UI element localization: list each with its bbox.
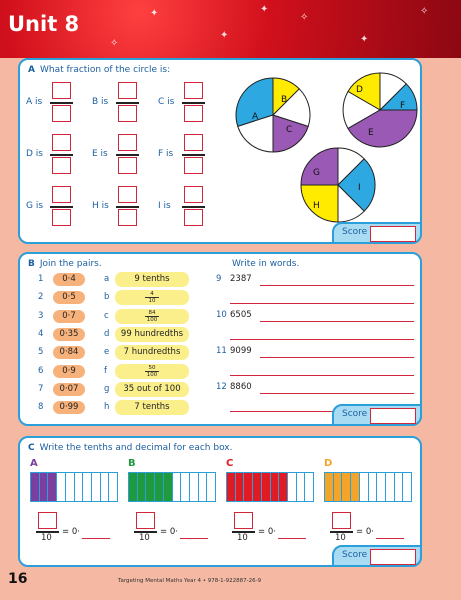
shaded-tenth xyxy=(129,473,138,501)
shaded-tenth xyxy=(262,473,271,501)
shaded-tenth xyxy=(236,473,245,501)
shaded-tenth xyxy=(31,473,40,501)
decimal-answer-line[interactable] xyxy=(376,538,404,539)
box-label: A xyxy=(30,458,38,469)
pair-letter: c xyxy=(104,310,109,321)
decimal-pill[interactable]: 0·7 xyxy=(53,310,85,323)
fraction-item-label: G is xyxy=(26,201,44,211)
unit-title: Unit 8 xyxy=(8,12,80,36)
decimal-pill[interactable]: 0·4 xyxy=(53,273,85,286)
unshaded-tenth xyxy=(305,473,313,501)
score-input-a[interactable] xyxy=(370,226,416,242)
pair-number: 3 xyxy=(38,310,44,321)
denominator-input[interactable] xyxy=(184,157,203,174)
decimal-answer-line[interactable] xyxy=(82,538,110,539)
fraction-denominator: 10 xyxy=(145,297,159,304)
decimal-pill[interactable]: 0·9 xyxy=(53,365,85,378)
footer-text: Targeting Mental Maths Year 4 • 978-1-922887-26-9 xyxy=(118,578,262,584)
unshaded-tenth xyxy=(101,473,110,501)
score-tab-c xyxy=(332,545,422,567)
unshaded-tenth xyxy=(92,473,101,501)
answer-line[interactable] xyxy=(230,303,414,304)
score-label: Score xyxy=(342,550,368,560)
fraction-bar xyxy=(116,206,139,208)
answer-line[interactable] xyxy=(260,321,414,322)
sparkle-icon: ✦ xyxy=(360,34,369,45)
section-b-heading: B Join the pairs. xyxy=(28,259,102,269)
denominator-label: 10 xyxy=(335,533,346,543)
section-a-panel xyxy=(18,58,422,244)
answer-line[interactable] xyxy=(230,339,414,340)
answer-line[interactable] xyxy=(260,285,414,286)
section-b-panel xyxy=(18,252,422,426)
tenths-grid xyxy=(226,472,314,502)
unshaded-tenth xyxy=(288,473,297,501)
page-number: 16 xyxy=(8,571,28,587)
fraction-bar xyxy=(116,102,139,104)
decimal-pill[interactable]: 0·84 xyxy=(53,346,85,359)
fraction-bar xyxy=(50,102,73,104)
match-pill[interactable]: 99 hundredths xyxy=(115,327,189,342)
shaded-tenth xyxy=(146,473,155,501)
unshaded-tenth xyxy=(173,473,182,501)
unshaded-tenth xyxy=(207,473,215,501)
denominator-label: 10 xyxy=(41,533,52,543)
shaded-tenth xyxy=(342,473,351,501)
write-in-words-heading: Write in words. xyxy=(232,259,300,269)
score-label: Score xyxy=(342,227,368,237)
pair-letter: h xyxy=(104,402,110,413)
answer-line[interactable] xyxy=(260,357,414,358)
pair-number: 5 xyxy=(38,347,44,358)
fraction-circles xyxy=(228,70,428,230)
segment-label-b: B xyxy=(281,95,288,105)
numerator-input[interactable] xyxy=(52,134,71,151)
sparkle-icon: ✦ xyxy=(220,30,229,41)
match-pill[interactable]: 9 tenths xyxy=(115,272,189,287)
pair-number: 6 xyxy=(38,365,44,376)
denominator-input[interactable] xyxy=(118,105,137,122)
shaded-tenth xyxy=(227,473,236,501)
sparkle-icon: ✧ xyxy=(110,38,119,49)
fraction-bar xyxy=(50,154,73,156)
unshaded-tenth xyxy=(403,473,411,501)
sparkle-icon: ✧ xyxy=(420,6,429,17)
pair-letter: e xyxy=(104,347,110,358)
pair-number: 7 xyxy=(38,383,44,394)
match-pill[interactable]: 35 out of 100 xyxy=(115,382,189,397)
unshaded-tenth xyxy=(57,473,66,501)
answer-line[interactable] xyxy=(230,375,414,376)
answer-line[interactable] xyxy=(260,393,414,394)
shaded-tenth xyxy=(138,473,147,501)
sparkle-icon: ✦ xyxy=(150,8,159,19)
tenths-numerator-input[interactable] xyxy=(234,512,253,529)
decimal-prefix: = 0· xyxy=(356,527,374,537)
number-to-write: 2387 xyxy=(230,274,252,284)
score-input-b[interactable] xyxy=(370,408,416,424)
denominator-input[interactable] xyxy=(52,209,71,226)
unshaded-tenth xyxy=(395,473,404,501)
section-c-heading: C Write the tenths and decimal for each box. xyxy=(28,443,233,453)
number-to-write: 6505 xyxy=(230,310,252,320)
fraction-item-label: B is xyxy=(92,97,109,107)
numerator-input[interactable] xyxy=(184,82,203,99)
pair-letter: a xyxy=(104,274,110,284)
unshaded-tenth xyxy=(386,473,395,501)
segment-label-c: C xyxy=(286,125,293,135)
shaded-tenth xyxy=(40,473,49,501)
fraction-bar xyxy=(50,206,73,208)
unshaded-tenth xyxy=(199,473,208,501)
tenths-grid xyxy=(128,472,216,502)
fraction-item-label: E is xyxy=(92,149,108,159)
decimal-prefix: = 0· xyxy=(62,527,80,537)
fraction-denominator: 100 xyxy=(146,316,158,323)
pair-letter: f xyxy=(104,365,107,376)
score-tab-b xyxy=(332,404,422,426)
question-number: 12 xyxy=(216,382,227,392)
numerator-input[interactable] xyxy=(52,82,71,99)
decimal-answer-line[interactable] xyxy=(180,538,208,539)
unshaded-tenth xyxy=(190,473,199,501)
sparkle-icon: ✦ xyxy=(260,4,269,15)
pair-number: 8 xyxy=(38,402,44,413)
unshaded-tenth xyxy=(109,473,117,501)
segment-label-g: G xyxy=(313,168,320,178)
shaded-tenth xyxy=(351,473,360,501)
match-pill[interactable]: 7 hundredths xyxy=(115,345,189,360)
question-number: 9 xyxy=(216,274,222,284)
tenths-numerator-input[interactable] xyxy=(136,512,155,529)
fraction-numerator: 84 xyxy=(148,309,156,316)
numerator-input[interactable] xyxy=(52,186,71,203)
pair-letter: d xyxy=(104,328,110,339)
pair-number: 1 xyxy=(38,274,44,284)
fraction-item-label: D is xyxy=(26,149,43,159)
tenths-grid xyxy=(324,472,412,502)
segment-label-i: I xyxy=(358,183,361,193)
pair-letter: b xyxy=(104,292,110,303)
fraction-item-label: I is xyxy=(158,201,171,211)
match-pill[interactable] xyxy=(115,290,189,305)
unshaded-tenth xyxy=(181,473,190,501)
unshaded-tenth xyxy=(83,473,92,501)
denominator-input[interactable] xyxy=(118,157,137,174)
denominator-input[interactable] xyxy=(52,105,71,122)
circle-abc xyxy=(236,78,310,152)
pair-number: 2 xyxy=(38,292,44,303)
decimal-prefix: = 0· xyxy=(160,527,178,537)
box-label: B xyxy=(128,458,136,469)
segment-label-f: F xyxy=(400,101,406,111)
unshaded-tenth xyxy=(360,473,369,501)
fraction-bar xyxy=(182,206,205,208)
match-pill[interactable] xyxy=(115,309,189,324)
numerator-input[interactable] xyxy=(184,134,203,151)
decimal-prefix: = 0· xyxy=(258,527,276,537)
match-pill[interactable]: 7 tenths xyxy=(115,400,189,415)
unshaded-tenth xyxy=(66,473,75,501)
score-input-c[interactable] xyxy=(370,549,416,565)
numerator-input[interactable] xyxy=(118,82,137,99)
sparkle-icon: ✧ xyxy=(300,12,309,23)
number-to-write: 8860 xyxy=(230,382,252,392)
tenths-numerator-input[interactable] xyxy=(38,512,57,529)
fraction-numerator: 4 xyxy=(150,291,154,298)
decimal-pill[interactable]: 0·5 xyxy=(53,291,85,304)
shaded-tenth xyxy=(244,473,253,501)
unshaded-tenth xyxy=(369,473,378,501)
shaded-tenth xyxy=(155,473,164,501)
fraction-item-label: F is xyxy=(158,149,174,159)
denominator-label: 10 xyxy=(139,533,150,543)
unshaded-tenth xyxy=(377,473,386,501)
box-label: D xyxy=(324,458,333,469)
pair-letter: g xyxy=(104,383,110,394)
shaded-tenth xyxy=(325,473,334,501)
fraction-bar xyxy=(116,154,139,156)
section-c-panel xyxy=(18,436,422,567)
fraction-item-label: H is xyxy=(92,201,109,211)
shaded-tenth xyxy=(48,473,57,501)
unshaded-tenth xyxy=(75,473,84,501)
fraction-denominator: 100 xyxy=(146,371,158,378)
decimal-pill[interactable]: 0·07 xyxy=(53,383,85,396)
fraction-item-label: C is xyxy=(158,97,175,107)
fraction-item-label: A is xyxy=(26,97,43,107)
tenths-numerator-input[interactable] xyxy=(332,512,351,529)
tenths-grid xyxy=(30,472,118,502)
match-pill[interactable] xyxy=(115,364,189,379)
denominator-input[interactable] xyxy=(184,209,203,226)
denominator-input[interactable] xyxy=(118,209,137,226)
header-banner xyxy=(0,0,461,58)
segment-label-e: E xyxy=(368,128,374,138)
denominator-input[interactable] xyxy=(184,105,203,122)
question-number: 10 xyxy=(216,310,227,320)
numerator-input[interactable] xyxy=(118,186,137,203)
segment-label-a: A xyxy=(252,112,259,122)
question-number: 11 xyxy=(216,346,227,356)
denominator-input[interactable] xyxy=(52,157,71,174)
decimal-pill[interactable]: 0·99 xyxy=(53,401,85,414)
score-label: Score xyxy=(342,409,368,419)
shaded-tenth xyxy=(279,473,288,501)
numerator-input[interactable] xyxy=(184,186,203,203)
circle-ghi xyxy=(301,148,375,222)
box-label: C xyxy=(226,458,234,469)
shaded-tenth xyxy=(253,473,262,501)
shaded-tenth xyxy=(164,473,173,501)
fraction-numerator: 50 xyxy=(148,364,156,371)
number-to-write: 9099 xyxy=(230,346,252,356)
shaded-tenth xyxy=(271,473,280,501)
segment-label-h: H xyxy=(313,201,320,211)
fraction-bar xyxy=(182,154,205,156)
section-a-heading: A What fraction of the circle is: xyxy=(28,65,171,75)
decimal-answer-line[interactable] xyxy=(278,538,306,539)
segment-label-d: D xyxy=(356,85,363,95)
pair-number: 4 xyxy=(38,328,44,339)
circle-def xyxy=(343,73,417,147)
decimal-pill[interactable]: 0·35 xyxy=(53,328,85,341)
denominator-label: 10 xyxy=(237,533,248,543)
score-tab-a xyxy=(332,222,422,244)
unshaded-tenth xyxy=(297,473,306,501)
fraction-bar xyxy=(182,102,205,104)
shaded-tenth xyxy=(334,473,343,501)
numerator-input[interactable] xyxy=(118,134,137,151)
